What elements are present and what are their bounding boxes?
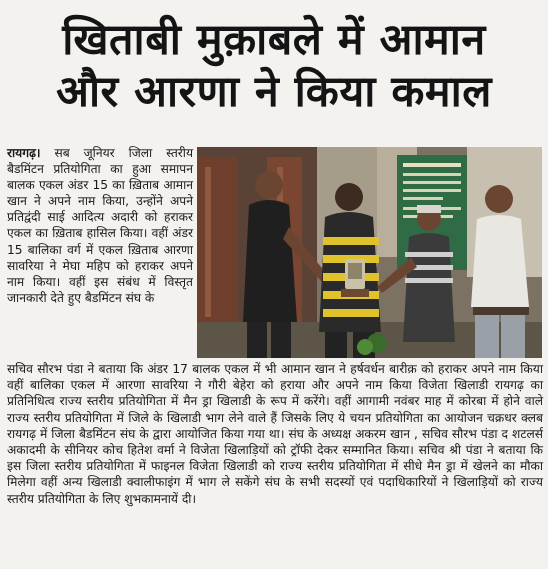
headline-line-2: और आरणा ने किया कमाल bbox=[56, 67, 492, 117]
dateline: रायगढ़। bbox=[7, 146, 41, 160]
trophy-presentation-illustration bbox=[197, 147, 542, 358]
headline bbox=[0, 14, 548, 118]
article-column-text bbox=[7, 145, 193, 306]
cropped-previous-article bbox=[0, 0, 548, 10]
article-body-text: सचिव सौरभ पंडा ने बताया कि अंडर 17 बालक एकल में भी आमान खान ने हर्षवर्धन बारीक़ को हराकर अपने नाम किया वहीं बालिका एकल में आरणा सावरिया ने गौरी बेहेरा को हराया और अपने नाम किया विजेता खिलाडी रायगढ़ का प्रतिनिधित्व राज्य स्तरीय प्रतियोगिता में मैन ड्रा खिलाडी के रूप में करेंगे। वहीं आगामी नवंबर माह में कोरबा में होने वाले राज्य स्तरीय प्रतियोगिता में जिले के खिलाडी भाग लेने वाले हैं जिसके लिए ये चयन प्रतियोगिता का आयोजन चक्रधर क्लब रायगढ़ में जिला बैडमिंटन संघ के द्वारा आयोजित किया गया था। संघ के अध्यक्ष अकरम खान , सचिव सौरभ पंडा द शटलर्स अकादमी के सीनियर कोच हितेश वर्मा ने विजेता खिलाड़ियों को ट्रॉफी देकर सम्मानित किया। सचिव श्री पंडा ने बताया कि इस जिला स्तरीय प्रतियोगिता में फाइनल विजेता खिलाडी को राज्य स्तरीय प्रतियोगिता में सीधे मैन ड्रा में खेलने का मौका मिलेगा वहीं अन्य खिलाडी क्वालीफाइंग में भाग ले सकेंगे संघ के सभी सदस्यों एवं पदाधिकारियों ने खिलाड़ियों को राज्य स्तरीय प्रतियोगिता के लिए शुभकामनायें दी। bbox=[7, 362, 543, 506]
news-photo bbox=[197, 147, 542, 358]
article-intro: सब जूनियर जिला स्तरीय बैडमिंटन प्रतियोगिता का हुआ समापन बालक एकल अंडर 15 का ख़िताब आमान खान ने अपने नाम किया, उन्होंने अपने प्रतिद्वंदी साई आदित्य अदारी को हराकर एकल का ख़िताब हासिल किया। वहीं अंडर 15 बालिका वर्ग में एकल ख़िताब आरणा सावरिया ने मेघा महिप को हराकर अपने नाम किया। वहीं इस संबंध में विस्तृत जानकारी देते हुए बैडमिंटन संघ के bbox=[7, 146, 194, 305]
headline-line-1: खिताबी मुक़ाबले में आमान bbox=[62, 15, 486, 65]
